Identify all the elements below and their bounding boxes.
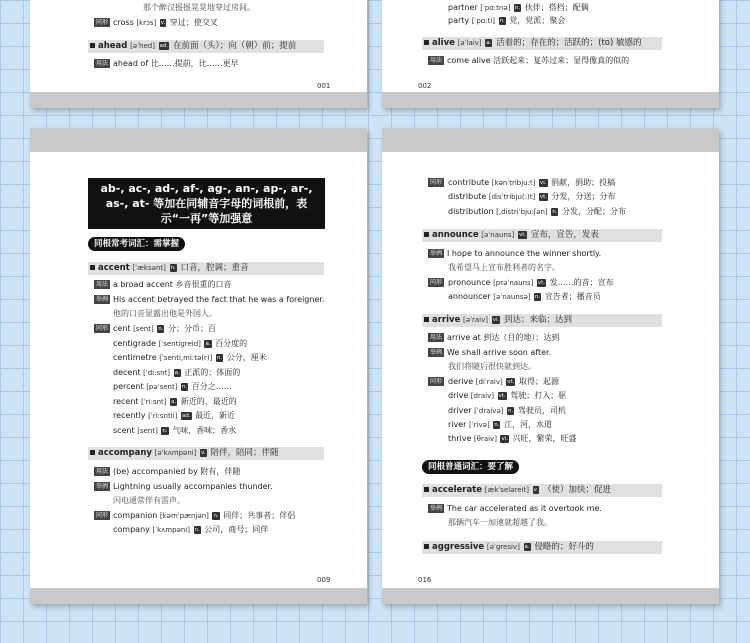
family-entry: derive [diˈraiv] vt. 取得；起源 [448, 377, 560, 386]
example-accelerate: 举例 The car accelerated as it overtook me. [430, 504, 602, 513]
family-entry: percent [pəˈsent] n. 百分之…… [113, 382, 232, 391]
family-entry: distribute [disˈtribju(:)t] vt. 分发，分送；分布 [448, 192, 616, 201]
example-accelerate-translation: 那辆汽车一加速就超越了我。 [448, 518, 552, 527]
example-accompany: 举例 Lightning usually accompanies thunder. [96, 482, 273, 491]
example-translation: 那个醉汉摇摇晃晃地穿过房间。 [143, 3, 255, 12]
page-001 [30, 0, 367, 108]
page-top-bar [30, 128, 367, 152]
headword-alive: alive [əˈlaiv] a. 活着的；存在的；活跃的；(to) 敏感的 [422, 37, 662, 50]
usage-arrive: 用法 arrive at 到达（目的地）；达到 [430, 333, 560, 342]
example-arrive-translation: 我们将随后很快就到达。 [448, 362, 536, 371]
page-top-bar [382, 128, 719, 152]
family-tag-announce: 同形 [430, 279, 443, 286]
family-entry: river [ˈrivə] n. 江，河，水道 [448, 420, 553, 429]
family-entry: recently [ˈri:sntli] ad. 最近，新近 [113, 411, 236, 420]
family-entry: cent [sent] n. 分；分币；百 [113, 324, 217, 333]
family-tag-accent: 同形 [96, 325, 109, 332]
example-announce-translation: 我希望马上宣布胜利者的名字。 [448, 263, 560, 272]
chapter-banner: ab-, ac-, ad-, af-, ag-, an-, ap-, ar-, as-, at- 等加在同辅音字母的词根前，表示“一再”等加强意 [88, 178, 325, 229]
usage-accent: 用法 a broad accent 乡音很重的口音 [96, 280, 232, 289]
tag-same-form: 同形 [96, 19, 109, 26]
example-accompany-translation: 闪电通常伴有雷声。 [113, 496, 185, 505]
family-entry: recent [ˈri:snt] a. 新近的、最近的 [113, 397, 237, 406]
page-016 [382, 128, 719, 604]
section-heading: 同根普通词汇：要了解 [422, 460, 519, 474]
page-bottom-bar [382, 588, 719, 604]
page-number: 002 [418, 82, 432, 90]
family-tag-accompany: 同形 [96, 512, 109, 519]
headword-announce: announce [əˈnauns] vt. 宣布，宣告，发表 [422, 229, 662, 242]
page-bottom-bar [30, 588, 367, 604]
family-entry: announcer [əˈnaunsə] n. 宣告者；播音员 [448, 292, 601, 301]
family-entry: thrive [θraiv] vi. 兴旺，繁荣，旺盛 [448, 434, 577, 443]
page-002 [382, 0, 719, 108]
headword-ahead: ahead [əˈhed] ad. 在前面（头）；向（朝）前；提前 [88, 40, 324, 53]
page-009 [30, 128, 367, 604]
headword-accompany: accompany [əˈkʌmpəni] v. 陪伴，陪同；伴随 [88, 447, 324, 460]
page-number: 009 [317, 576, 331, 584]
headword-accent: accent [ˈæksənt] n. 口音，腔调；重音 [88, 262, 324, 275]
family-entry: contribute [kənˈtribju:t] vi. 捐献，捐助；投稿 [448, 178, 616, 187]
usage-accompany: 用法 (be) accompanied by 附有，伴随 [96, 467, 241, 476]
family-entry-partner: partner [ˈpɑ:tnə] n. 伙伴；搭档；配偶 [448, 3, 589, 12]
page-number: 016 [418, 576, 432, 584]
usage-alive: 用法 come alive 活跃起来；复苏过来；显得像真的似的 [430, 56, 630, 65]
family-entry: companion [kəmˈpænjən] n. 同伴；共事者；伴侣 [113, 511, 296, 520]
family-tag-arrive: 同形 [430, 378, 443, 385]
family-entry: scent [sent] n. 气味，香味；香水 [113, 426, 237, 435]
family-entry: pronounce [prəˈnauns] vt. 发……的音；宣布 [448, 278, 614, 287]
example-arrive: 举例 We shall arrive soon after. [430, 348, 552, 357]
page-bottom-bar [382, 92, 719, 108]
family-entry: decent [ˈdi:snt] a. 正派的；体面的 [113, 368, 241, 377]
headword-aggressive: aggressive [əˈgresiv] a. 侵略的；好斗的 [422, 541, 662, 554]
usage-ahead: 用法 ahead of 比……提前，比……更早 [96, 59, 239, 68]
example-announce: 举例 I hope to announce the winner shortly. [430, 249, 602, 258]
headword-accelerate: accelerate [ækˈseləreit] v. （使）加快；促进 [422, 484, 662, 497]
family-entry: distribution [,distriˈbju:ʃən] n. 分发，分配；分布 [448, 207, 626, 216]
example-accent-translation: 他的口音显露出他是外国人。 [113, 309, 217, 318]
family-entry: centigrade [ˈsentigreid] a. 百分度的 [113, 339, 248, 348]
headword-arrive: arrive [əˈraiv] vi. 到达；来临；达到 [422, 314, 662, 327]
family-entry: driver [ˈdraivə] n. 驾驶员，司机 [448, 406, 566, 415]
family-entry-cross: 同形 cross [krɔs] v. 穿过；使交叉 [96, 18, 218, 27]
family-entry-party: party [ˈpɑ:ti] n. 党，党派；聚会 [448, 16, 566, 25]
family-entry: drive [draiv] vt. 驾驶；打入；驱 [448, 391, 567, 400]
page-number: 001 [317, 82, 331, 90]
page-bottom-bar [30, 92, 367, 108]
example-accent: 举例 His accent betrayed the fact that he was a foreigner. [96, 295, 325, 304]
family-entry: centimetre [ˈsenti,mi:tə(r)] n. 公分，厘米 [113, 353, 267, 362]
family-tag-contribute: 同形 [430, 179, 443, 186]
section-heading: 同根常考词汇：需掌握 [88, 237, 185, 251]
family-entry: company [ˈkʌmpəni] n. 公司，商号；同伴 [113, 525, 269, 534]
